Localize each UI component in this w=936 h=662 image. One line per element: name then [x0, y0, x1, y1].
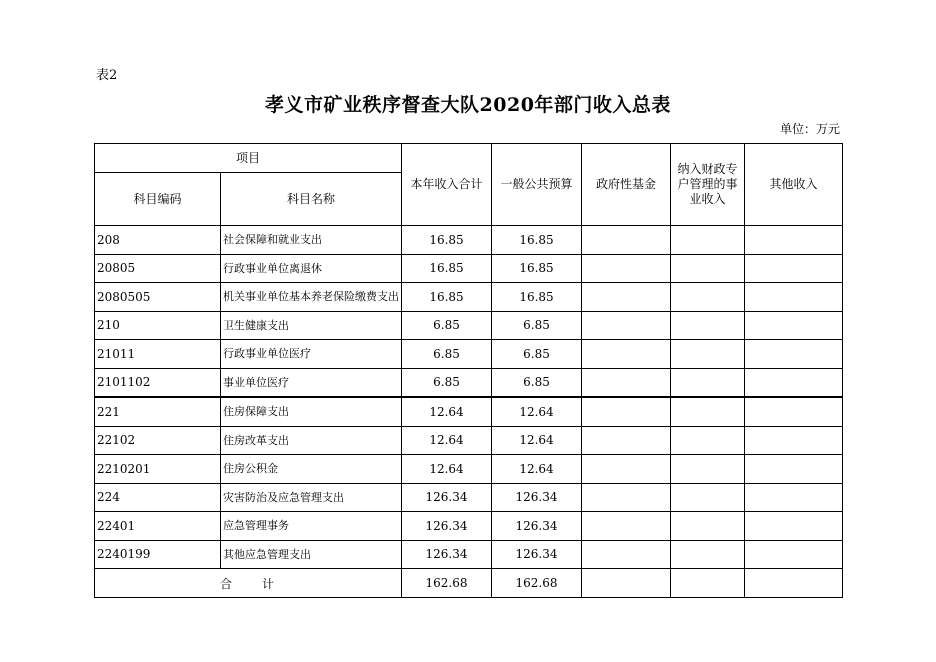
gov-fund-cell: [582, 455, 671, 484]
total-income-cell: 16.85: [402, 254, 492, 283]
gov-fund-cell: [582, 368, 671, 397]
subject-name-cell: 社会保障和就业支出: [221, 226, 402, 255]
subject-name-cell: 事业单位医疗: [221, 368, 402, 397]
general-budget-cell: 12.64: [492, 426, 582, 455]
table-row: [95, 512, 843, 541]
other-income-cell: [745, 311, 843, 340]
total-label: 合 计: [95, 569, 402, 598]
gov-fund-cell: [582, 340, 671, 369]
table-row: [95, 397, 843, 426]
table-number-label: 表2: [96, 68, 118, 83]
subject-name-cell: 行政事业单位医疗: [221, 340, 402, 369]
total-income-cell: 6.85: [402, 368, 492, 397]
subject-name-cell: 灾害防治及应急管理支出: [221, 483, 402, 512]
special-mgmt-cell: [671, 311, 745, 340]
subject-code-cell: 2210201: [95, 455, 221, 484]
gov-fund-cell: [582, 397, 671, 426]
special-mgmt-cell: [671, 254, 745, 283]
general-budget-cell: 126.34: [492, 512, 582, 541]
total-income-cell: 12.64: [402, 426, 492, 455]
total-row: [95, 569, 843, 598]
table-row: [95, 226, 843, 255]
subject-name-cell: 住房公积金: [221, 455, 402, 484]
subject-code-cell: 2240199: [95, 540, 221, 569]
total-income-cell: 126.34: [402, 540, 492, 569]
table-row: [95, 311, 843, 340]
unit-label: 单位：万元: [779, 122, 840, 136]
header-total-income: 本年收入合计: [402, 144, 492, 226]
general-budget-cell: 126.34: [492, 483, 582, 512]
subject-code-cell: 2080505: [95, 283, 221, 312]
subject-code-cell: 22401: [95, 512, 221, 541]
other-income-cell: [745, 226, 843, 255]
other-income-cell: [745, 368, 843, 397]
total-income-cell: 16.85: [402, 283, 492, 312]
header-row-1: [95, 144, 843, 173]
general-budget-cell: 16.85: [492, 254, 582, 283]
table-row: [95, 540, 843, 569]
special-mgmt-cell: [671, 283, 745, 312]
total-income-cell: 12.64: [402, 455, 492, 484]
income-summary-table: [94, 143, 843, 598]
other-income-cell: [745, 512, 843, 541]
other-income-cell: [745, 455, 843, 484]
header-project: 项目: [95, 144, 402, 173]
gov-fund-cell: [582, 512, 671, 541]
subject-code-cell: 208: [95, 226, 221, 255]
other-income-cell: [745, 426, 843, 455]
gov-fund-cell: [582, 483, 671, 512]
subject-name-cell: 行政事业单位离退休: [221, 254, 402, 283]
other-income-cell: [745, 397, 843, 426]
gov-fund-cell: [582, 226, 671, 255]
general-budget-cell: 12.64: [492, 397, 582, 426]
general-budget-cell: 16.85: [492, 283, 582, 312]
special-mgmt-cell: [671, 397, 745, 426]
table-row: [95, 483, 843, 512]
header-code: 科目编码: [95, 173, 221, 226]
other-income-cell: [745, 254, 843, 283]
general-budget-cell: 6.85: [492, 311, 582, 340]
subject-code-cell: 2101102: [95, 368, 221, 397]
subject-code-cell: 210: [95, 311, 221, 340]
other-income-cell: [745, 569, 843, 598]
special-mgmt-cell: [671, 340, 745, 369]
subject-code-cell: 221: [95, 397, 221, 426]
special-mgmt-cell: [671, 540, 745, 569]
subject-name-cell: 其他应急管理支出: [221, 540, 402, 569]
other-income-cell: [745, 483, 843, 512]
special-mgmt-cell: [671, 368, 745, 397]
table-row: [95, 254, 843, 283]
subject-name-cell: 住房保障支出: [221, 397, 402, 426]
gov-fund-cell: [582, 283, 671, 312]
total-income-cell: 126.34: [402, 483, 492, 512]
general-budget-cell: 6.85: [492, 340, 582, 369]
gov-fund-cell: [582, 540, 671, 569]
other-income-cell: [745, 283, 843, 312]
gov-fund-cell: [582, 311, 671, 340]
table-row: [95, 455, 843, 484]
general-budget-cell: 12.64: [492, 455, 582, 484]
total-income-cell: 162.68: [402, 569, 492, 598]
subject-name-cell: 机关事业单位基本养老保险缴费支出: [221, 283, 402, 312]
subject-name-cell: 住房改革支出: [221, 426, 402, 455]
subject-code-cell: 21011: [95, 340, 221, 369]
general-budget-cell: 126.34: [492, 540, 582, 569]
general-budget-cell: 16.85: [492, 226, 582, 255]
special-mgmt-cell: [671, 426, 745, 455]
subject-code-cell: 20805: [95, 254, 221, 283]
subject-name-cell: 卫生健康支出: [221, 311, 402, 340]
other-income-cell: [745, 340, 843, 369]
special-mgmt-cell: [671, 483, 745, 512]
gov-fund-cell: [582, 426, 671, 455]
total-income-cell: 16.85: [402, 226, 492, 255]
header-gov-fund: 政府性基金: [582, 144, 671, 226]
subject-code-cell: 22102: [95, 426, 221, 455]
special-mgmt-cell: [671, 455, 745, 484]
gov-fund-cell: [582, 254, 671, 283]
table-body: [95, 226, 843, 598]
table-row: [95, 340, 843, 369]
special-mgmt-cell: [671, 226, 745, 255]
page-title: 孝义市矿业秩序督查大队2020年部门收入总表: [265, 94, 671, 116]
total-income-cell: 12.64: [402, 397, 492, 426]
total-income-cell: 6.85: [402, 340, 492, 369]
special-mgmt-cell: [671, 569, 745, 598]
header-general-budget: 一般公共预算: [492, 144, 582, 226]
general-budget-cell: 6.85: [492, 368, 582, 397]
total-income-cell: 6.85: [402, 311, 492, 340]
general-budget-cell: 162.68: [492, 569, 582, 598]
table-row: [95, 368, 843, 397]
header-other-income: 其他收入: [745, 144, 843, 226]
table-row: [95, 283, 843, 312]
total-income-cell: 126.34: [402, 512, 492, 541]
subject-name-cell: 应急管理事务: [221, 512, 402, 541]
header-special-mgmt: 纳入财政专户管理的事业收入: [671, 144, 745, 226]
special-mgmt-cell: [671, 512, 745, 541]
gov-fund-cell: [582, 569, 671, 598]
other-income-cell: [745, 540, 843, 569]
subject-code-cell: 224: [95, 483, 221, 512]
header-name: 科目名称: [221, 173, 402, 226]
table-row: [95, 426, 843, 455]
